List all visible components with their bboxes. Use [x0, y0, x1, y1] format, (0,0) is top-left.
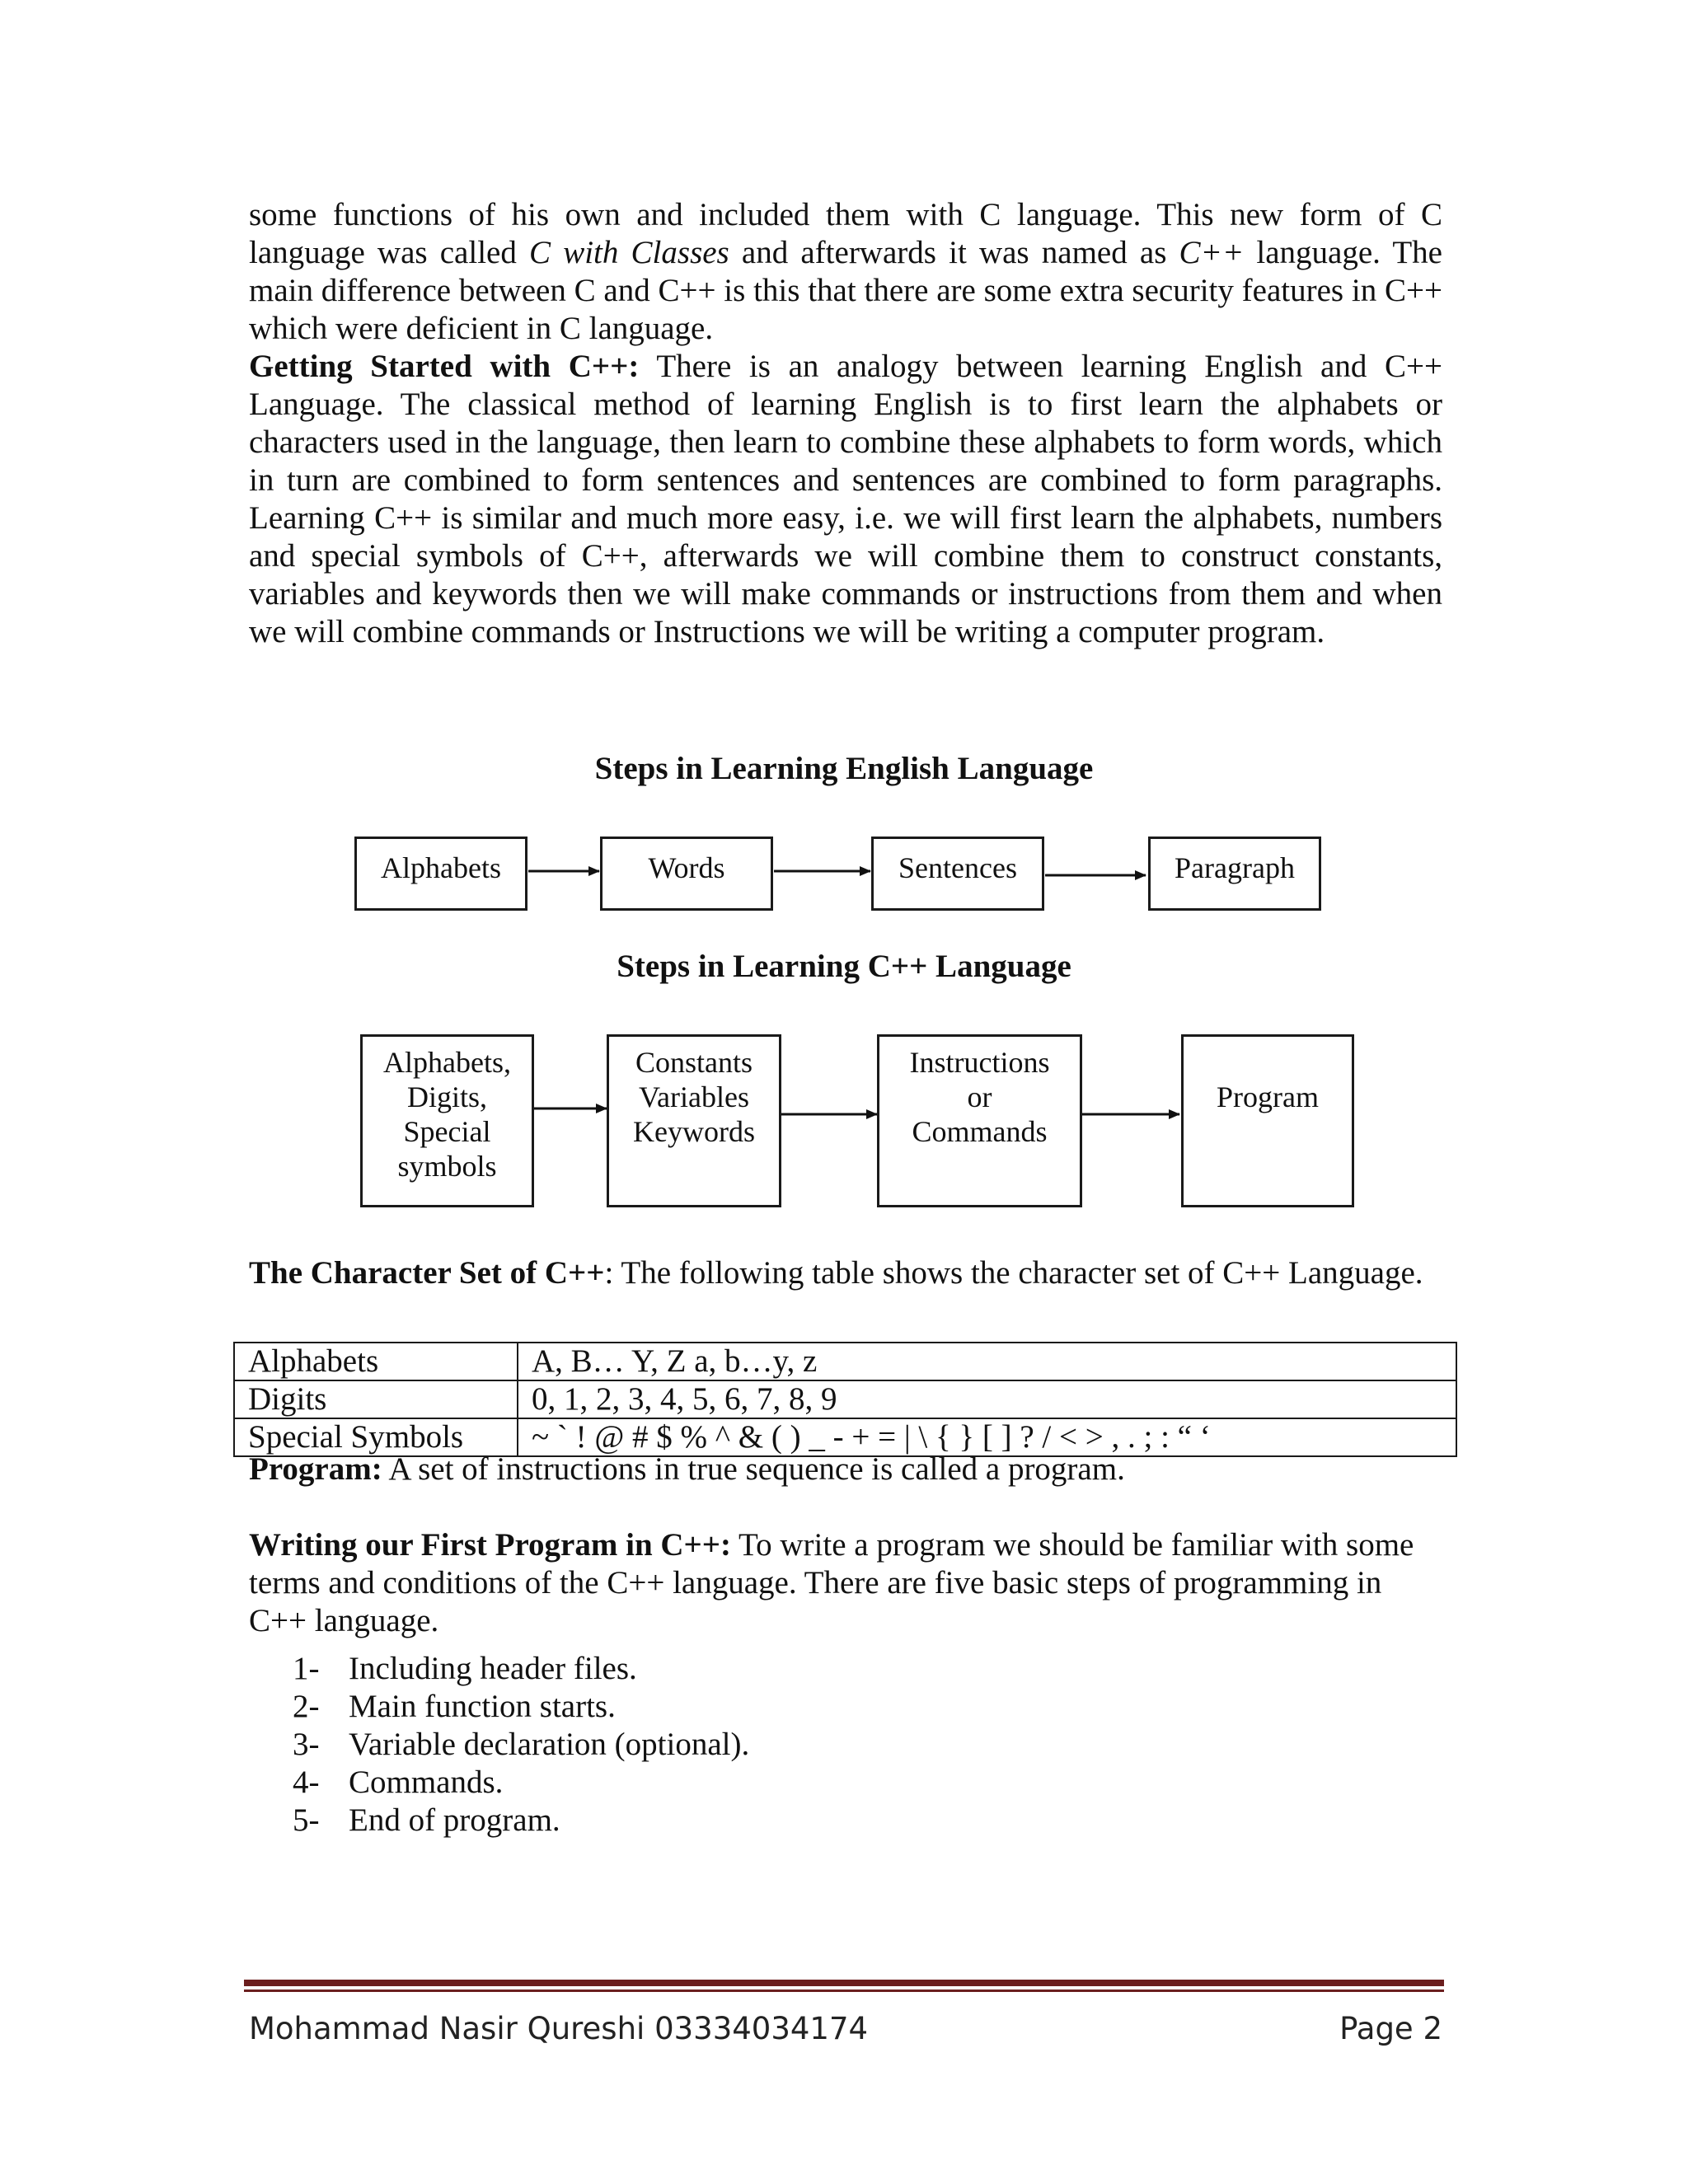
intro-italic-c-with-classes: C with Classes	[529, 235, 729, 270]
charset-intro	[249, 1254, 1442, 1292]
first-program-paragraph	[249, 1526, 1442, 1640]
charset-value-alphabets: A, B… Y, Z a, b…y, z	[518, 1343, 1456, 1380]
charset-label-special-symbols: Special Symbols	[234, 1418, 518, 1456]
charset-text: : The following table shows the character set of C++ Language.	[604, 1255, 1423, 1291]
list-item: 1- Including header files.	[293, 1651, 637, 1686]
box-words: Words	[600, 837, 773, 911]
charset-value-digits: 0, 1, 2, 3, 4, 5, 6, 7, 8, 9	[518, 1380, 1456, 1418]
table-row	[234, 1380, 1456, 1418]
box-sentences: Sentences	[871, 837, 1044, 911]
charset-heading: The Character Set of C++	[249, 1255, 605, 1291]
english-steps-title: Steps in Learning English Language	[594, 751, 1094, 786]
footer-rule-thick	[244, 1980, 1444, 1986]
list-item: 3- Variable declaration (optional).	[293, 1727, 750, 1762]
box-constants-variables-keywords: Constants Variables Keywords	[607, 1034, 781, 1207]
getting-started-text: There is an analogy between learning English and C++ Language. The classical method of learning English is to first learn the alphabets or characters used in the language, then learn to combine these alphabets to form words, which in turn are combined to form sentences and sentences are combined to form paragraphs. Learning C++ is similar and much more easy, i.e. we will first learn the alphabets, numbers and special symbols of C++, afterwards we will combine them to construct constants, variables and keywords then we will make commands or instructions from them and when we will combine commands or Instructions we will be writing a computer program.	[249, 349, 1442, 649]
intro-text-1: some functions of his own and included them with C language. This new form of C language was called	[249, 197, 1442, 270]
getting-started-heading: Getting Started with C++:	[249, 349, 640, 384]
charset-label-alphabets: Alphabets	[234, 1343, 518, 1380]
intro-text-3: language. The main difference between C and C++ is this that there are some extra security features in C++ which were deficient in C language.	[249, 235, 1442, 346]
list-item: 5- End of program.	[293, 1802, 560, 1838]
intro-italic-cpp: C++	[1179, 235, 1245, 270]
footer-page-number: Page 2	[1339, 2011, 1442, 2046]
program-heading: Program:	[249, 1451, 382, 1487]
first-program-heading: Writing our First Program in C++:	[249, 1527, 731, 1563]
program-text: A set of instructions in true sequence is called a program.	[382, 1451, 1125, 1487]
cpp-steps-title: Steps in Learning C++ Language	[617, 949, 1071, 984]
charset-label-digits: Digits	[234, 1380, 518, 1418]
programming-steps-list	[293, 1650, 749, 1840]
program-definition	[249, 1451, 1442, 1488]
box-alphabets-digits-symbols: Alphabets, Digits, Special symbols	[360, 1034, 534, 1207]
charset-value-special-symbols: ~ ` ! @ # $ % ^ & ( ) _ - + = | \ { } [ ] ? / < > , . ; : “ ‘	[518, 1418, 1456, 1456]
first-program-text: To write a program we should be familiar with some terms and conditions of the C++ language. There are five basic steps of programming in C++ language.	[249, 1527, 1414, 1638]
box-instructions-or-commands: Instructions or Commands	[877, 1034, 1082, 1207]
box-paragraph: Paragraph	[1148, 837, 1321, 911]
list-item: 2- Main function starts.	[293, 1689, 616, 1724]
footer-author: Mohammad Nasir Qureshi 03334034174	[249, 2011, 869, 2046]
footer-rule-thin	[244, 1990, 1444, 1992]
box-alphabets: Alphabets	[354, 837, 528, 911]
intro-text-2: and afterwards it was named as	[729, 235, 1179, 270]
list-item: 4- Commands.	[293, 1765, 504, 1800]
table-row	[234, 1343, 1456, 1380]
charset-table	[233, 1342, 1457, 1457]
box-program: Program	[1181, 1034, 1354, 1207]
